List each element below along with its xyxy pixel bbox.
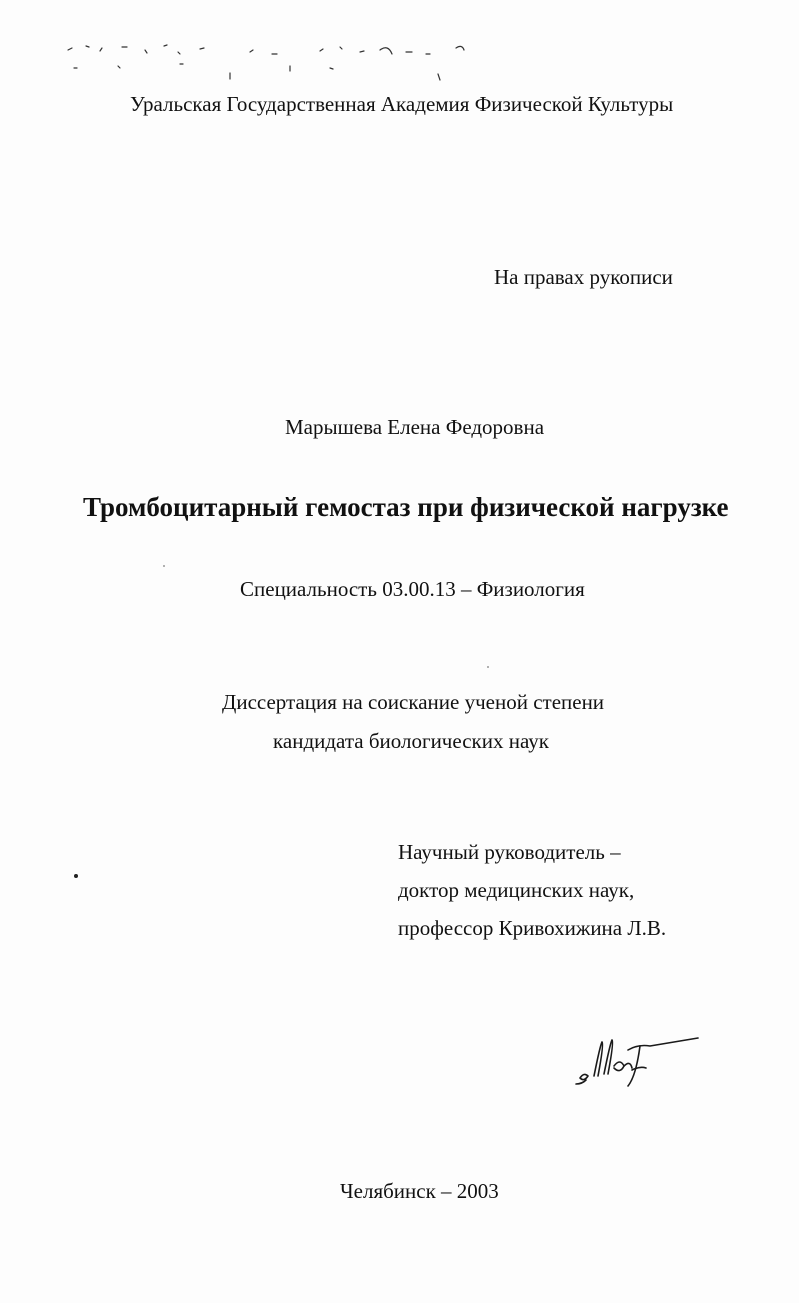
degree-line-1: Диссертация на соискание ученой степени [222, 690, 605, 714]
supervisor-degree: доктор медицинских наук, [398, 878, 635, 902]
scan-noise [60, 38, 480, 86]
dissertation-title: Тромбоцитарный гемостаз при физической нагрузке [83, 492, 729, 522]
scan-speck [487, 666, 489, 668]
scan-speck [74, 874, 78, 878]
rights-notice: На правах рукописи [494, 265, 673, 289]
institution-name: Уральская Государственная Академия Физической Культуры [130, 92, 674, 116]
handwritten-signature [572, 1030, 700, 1092]
supervisor-role: Научный руководитель – [398, 840, 621, 864]
scan-speck [163, 565, 165, 567]
city-year: Челябинск – 2003 [340, 1179, 499, 1203]
author-name: Марышева Елена Федоровна [285, 415, 545, 439]
supervisor-name: профессор Кривохижина Л.В. [398, 916, 667, 940]
specialty-line: Специальность 03.00.13 – Физиология [240, 577, 585, 601]
degree-line-2: кандидата биологических наук [273, 729, 549, 753]
